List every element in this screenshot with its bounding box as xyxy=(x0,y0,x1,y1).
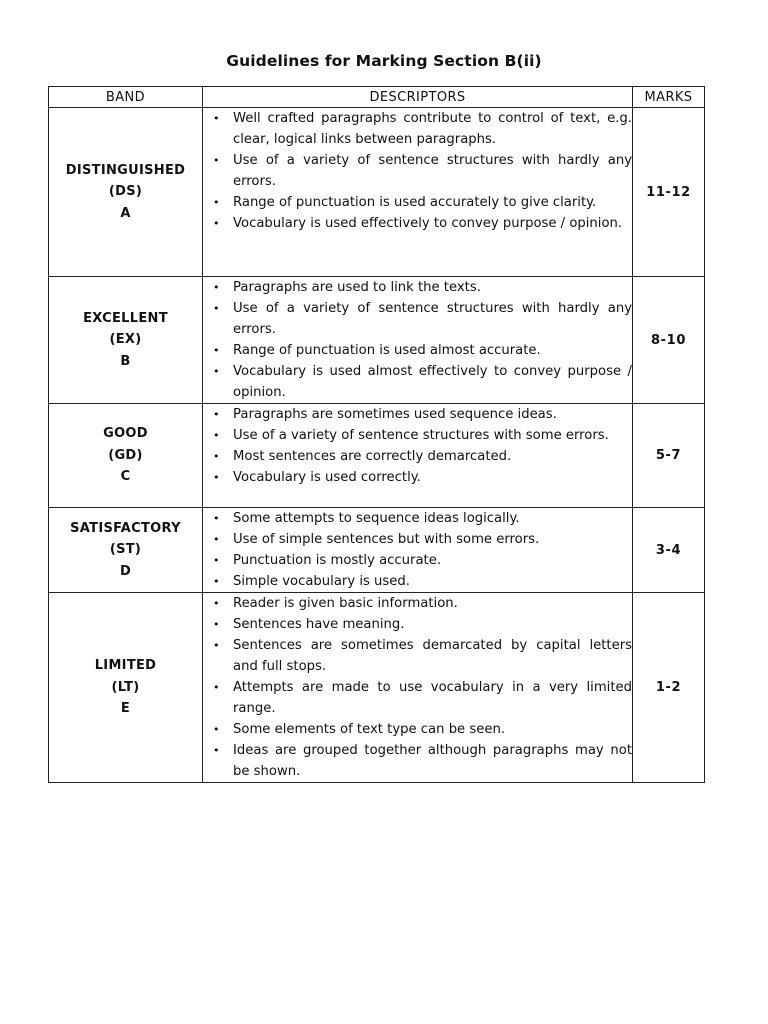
bullet-icon: • xyxy=(213,723,220,736)
descriptors-cell xyxy=(203,277,633,404)
descriptor-item xyxy=(203,404,632,425)
marks-cell: 11-12 xyxy=(633,108,705,277)
table-row xyxy=(49,404,705,508)
header-band: BAND xyxy=(49,87,203,108)
descriptor-text: Some attempts to sequence ideas logically. xyxy=(233,511,520,526)
descriptor-item xyxy=(203,150,632,192)
descriptor-text: Vocabulary is used effectively to convey purpose / opinion. xyxy=(233,216,623,231)
descriptor-list xyxy=(203,277,632,403)
table-row xyxy=(49,593,705,783)
descriptor-text: Paragraphs are sometimes used sequence ideas. xyxy=(233,407,557,422)
bullet-icon: • xyxy=(213,365,220,378)
descriptor-item xyxy=(203,192,632,213)
descriptor-text: Sentences are sometimes demarcated by capital letters and full stops. xyxy=(233,638,632,674)
band-name: LIMITED xyxy=(94,658,157,674)
descriptor-text: Use of a variety of sentence structures with hardly any errors. xyxy=(233,301,632,337)
descriptor-item xyxy=(203,677,632,719)
band-code: (EX) xyxy=(109,332,142,348)
descriptor-text: Vocabulary is used almost effectively to convey purpose / opinion. xyxy=(233,364,632,400)
header-descriptors: DESCRIPTORS xyxy=(203,87,633,108)
descriptor-list xyxy=(203,508,632,592)
band-code: (DS) xyxy=(108,184,143,200)
descriptors-cell xyxy=(203,108,633,277)
marks-cell: 8-10 xyxy=(633,277,705,404)
bullet-icon: • xyxy=(213,112,220,125)
bullet-icon: • xyxy=(213,681,220,694)
descriptor-list xyxy=(203,593,632,782)
descriptor-text: Punctuation is mostly accurate. xyxy=(233,553,442,568)
band-name: GOOD xyxy=(103,426,148,442)
band-grade: C xyxy=(120,469,131,485)
table-row xyxy=(49,277,705,404)
descriptor-text: Simple vocabulary is used. xyxy=(233,574,410,589)
band-code: (LT) xyxy=(111,679,140,695)
descriptor-text: Range of punctuation is used accurately to give clarity. xyxy=(233,195,597,210)
descriptor-item xyxy=(203,298,632,340)
descriptor-text: Use of a variety of sentence structures with some errors. xyxy=(233,428,609,443)
bullet-icon: • xyxy=(213,744,220,757)
table-row xyxy=(49,508,705,593)
band-grade: A xyxy=(120,205,131,221)
table-header-row xyxy=(49,87,705,108)
descriptor-item xyxy=(203,213,632,234)
band-grade: E xyxy=(120,701,131,717)
descriptor-item xyxy=(203,108,632,150)
bullet-icon: • xyxy=(213,429,220,442)
descriptor-item xyxy=(203,446,632,467)
band-name: SATISFACTORY xyxy=(70,520,181,536)
band-cell xyxy=(49,108,203,277)
band-cell xyxy=(49,593,203,783)
marks-cell: 5-7 xyxy=(633,404,705,508)
bullet-icon: • xyxy=(213,154,220,167)
descriptor-item xyxy=(203,740,632,782)
bullet-icon: • xyxy=(213,533,220,546)
descriptor-item xyxy=(203,508,632,529)
descriptor-text: Range of punctuation is used almost accurate. xyxy=(233,343,541,358)
band-cell xyxy=(49,508,203,593)
bullet-icon: • xyxy=(213,344,220,357)
bullet-icon: • xyxy=(213,281,220,294)
table-row xyxy=(49,108,705,277)
descriptor-text: Reader is given basic information. xyxy=(233,596,458,611)
band-code: (ST) xyxy=(109,542,142,558)
bullet-icon: • xyxy=(213,471,220,484)
band-cell xyxy=(49,404,203,508)
descriptor-item xyxy=(203,614,632,635)
descriptor-item xyxy=(203,425,632,446)
bullet-icon: • xyxy=(213,575,220,588)
band-name: EXCELLENT xyxy=(83,310,168,326)
rubric-body xyxy=(49,108,705,783)
bullet-icon: • xyxy=(213,217,220,230)
bullet-icon: • xyxy=(213,639,220,652)
bullet-icon: • xyxy=(213,554,220,567)
descriptor-item xyxy=(203,529,632,550)
descriptor-item xyxy=(203,340,632,361)
band-name: DISTINGUISHED xyxy=(65,162,186,178)
bullet-icon: • xyxy=(213,302,220,315)
descriptor-text: Ideas are grouped together although paragraphs may not be shown. xyxy=(233,743,632,779)
descriptor-item xyxy=(203,571,632,592)
descriptor-text: Some elements of text type can be seen. xyxy=(233,722,506,737)
marking-rubric-table xyxy=(48,86,705,783)
descriptor-text: Paragraphs are used to link the texts. xyxy=(233,280,481,295)
bullet-icon: • xyxy=(213,196,220,209)
descriptor-text: Use of simple sentences but with some errors. xyxy=(233,532,540,547)
marks-cell: 3-4 xyxy=(633,508,705,593)
page-title: Guidelines for Marking Section B(ii) xyxy=(226,52,542,70)
descriptor-text: Sentences have meaning. xyxy=(233,617,405,632)
descriptor-text: Most sentences are correctly demarcated. xyxy=(233,449,512,464)
descriptor-item xyxy=(203,593,632,614)
descriptor-item xyxy=(203,467,632,488)
bullet-icon: • xyxy=(213,450,220,463)
descriptor-item xyxy=(203,719,632,740)
descriptor-text: Well crafted paragraphs contribute to control of text, e.g. clear, logical links between paragraphs. xyxy=(233,111,632,147)
bullet-icon: • xyxy=(213,512,220,525)
descriptor-list xyxy=(203,404,632,488)
band-grade: B xyxy=(120,353,131,369)
descriptors-cell xyxy=(203,593,633,783)
band-grade: D xyxy=(119,563,132,579)
bullet-icon: • xyxy=(213,597,220,610)
descriptor-text: Use of a variety of sentence structures with hardly any errors. xyxy=(233,153,632,189)
bullet-icon: • xyxy=(213,618,220,631)
descriptor-item xyxy=(203,361,632,403)
band-cell xyxy=(49,277,203,404)
bullet-icon: • xyxy=(213,408,220,421)
descriptors-cell xyxy=(203,404,633,508)
descriptor-list xyxy=(203,108,632,234)
descriptor-item xyxy=(203,550,632,571)
header-marks: MARKS xyxy=(633,87,705,108)
descriptor-item xyxy=(203,635,632,677)
band-code: (GD) xyxy=(108,447,143,463)
descriptor-item xyxy=(203,277,632,298)
descriptors-cell xyxy=(203,508,633,593)
marks-cell: 1-2 xyxy=(633,593,705,783)
descriptor-text: Attempts are made to use vocabulary in a very limited range. xyxy=(233,680,632,716)
descriptor-text: Vocabulary is used correctly. xyxy=(233,470,421,485)
